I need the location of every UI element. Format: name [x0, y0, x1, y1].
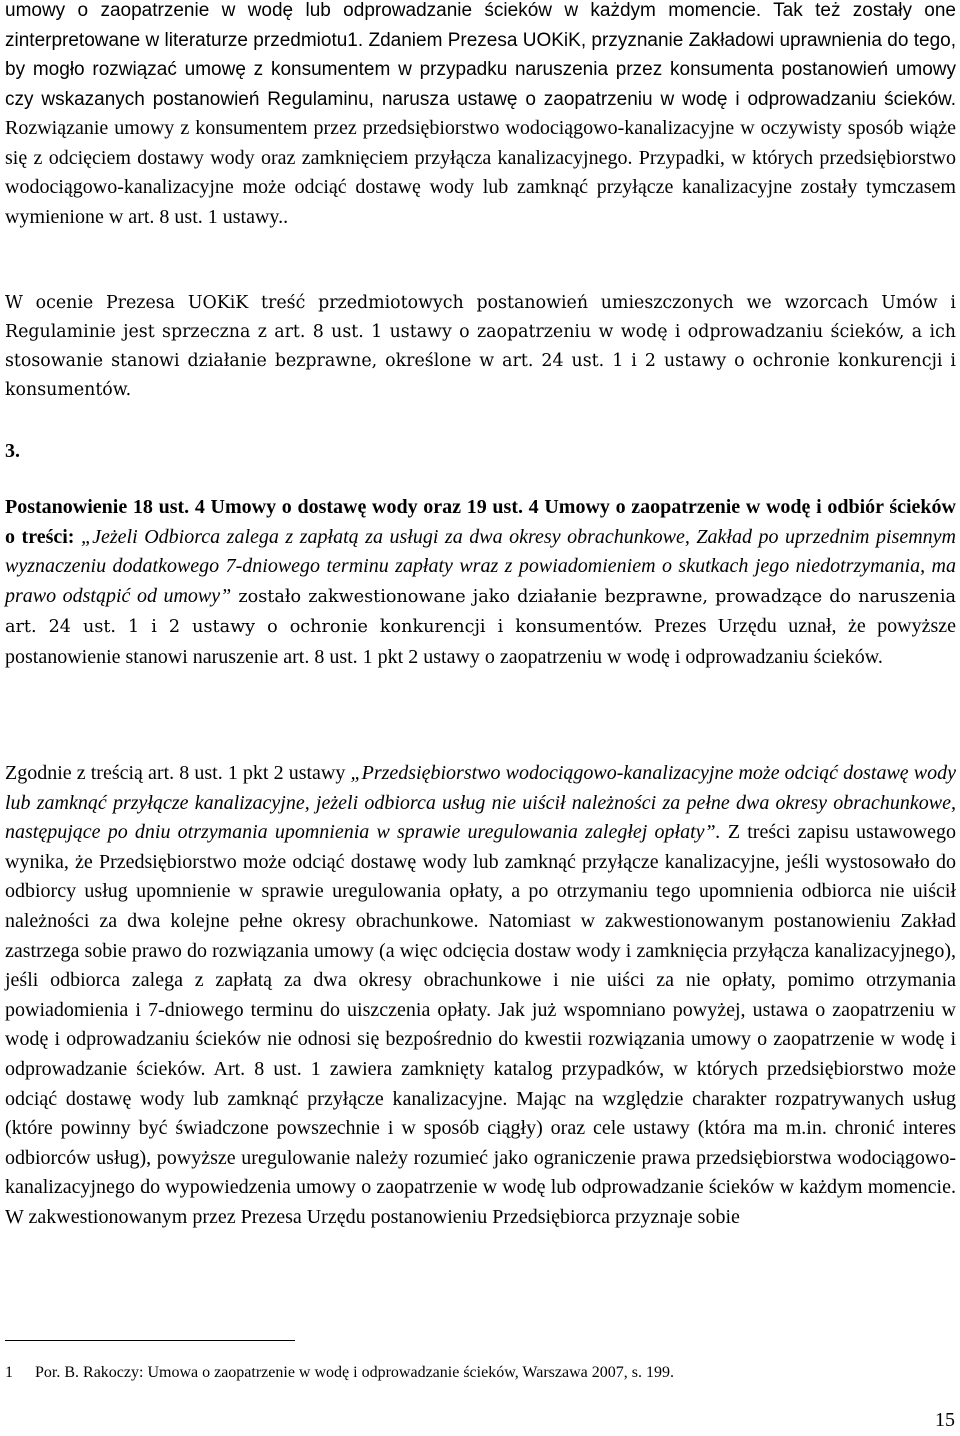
paragraph-1-part-3: Rozwiązanie umowy z konsumentem przez przedsiębiorstwo wodociągowo-kanalizacyjne w oczywisty sposób wiąże się z odcięciem dostawy wody oraz zamknięciem przyłącza kanalizacyjnego. Przypadki, w których przedsiębiorstwo wodociągowo-kanalizacyjne może odciąć dostawę wody lub zamknąć przyłącze kanalizacyjne zostały tymczasem wymienione w art. 8 ust. 1 ustawy..	[5, 117, 956, 228]
provision-lead: Postanowienie 18 ust. 4 Umowy o dostawę wody oraz 19 ust. 4 Umowy o zaopatrzenie w wodę i odbiór ścieków o treści:	[5, 496, 956, 548]
footnote-reference: 1	[347, 29, 358, 51]
paragraph-1-part-2: . Zdaniem Prezesa UOKiK, przyznanie Zakładowi uprawnienia do tego, by mogło rozwiązać umowę z konsumentem w przypadku naruszenia przez konsumenta postanowień umowy czy wskazanych postanowień Regulaminu, narusza ustawę o zaopatrzeniu w wodę i odprowadzaniu ścieków.	[5, 29, 956, 110]
section-number: 3.	[5, 440, 20, 462]
analysis-lead: Zgodnie z treścią art. 8 ust. 1 pkt 2 ustawy	[5, 762, 351, 784]
footnote-number: 1	[5, 1364, 13, 1381]
page-number: 15	[935, 1409, 955, 1431]
provision-quote: „Jeżeli Odbiorca zalega z zapłatą za usługi za dwa okresy obrachunkowe, Zakład po uprzednim pisemnym wyznaczeniu dodatkowego 7-dniowego terminu zapłaty wraz z powiadomieniem o skutkach jego niedotrzymania, ma prawo odstąpić od umowy”	[5, 525, 956, 607]
provision-tail-2: Prezes Urzędu uznał, że powyższe postanowienie stanowi naruszenie art. 8 ust. 1 pkt 2 ustawy o zaopatrzeniu w wodę i odprowadzaniu ścieków.	[5, 615, 956, 668]
provision-tail-1: zostało zakwestionowane jako działanie bezprawne, prowadzące do naruszenia art. 24 ust. 1 i 2 ustawy o ochronie konkurencji i konsumentów.	[5, 586, 956, 637]
footnote	[5, 1363, 674, 1383]
footnote-text: Por. B. Rakoczy: Umowa o zaopatrzenie w wodę i odprowadzanie ścieków, Warszawa 2007, s. 199.	[35, 1364, 674, 1381]
paragraph-continuation	[5, 0, 956, 232]
statute-quote: „Przedsiębiorstwo wodociągowo-kanalizacyjne może odciąć dostawę wody lub zamknąć przyłącze kanalizacyjne, jeżeli odbiorca usług nie uiścił należności za pełne dwa okresy obrachunkowe, następujące po dniu otrzymania upomnienia w sprawie uregulowania zaległej opłaty”.	[5, 762, 956, 844]
paragraph-provision	[5, 493, 956, 672]
paragraph-1-part-1: umowy o zaopatrzenie w wodę lub odprowadzanie ścieków w każdym momencie. Tak też zostały one zinterpretowane w literaturze przedmiotu	[5, 0, 956, 51]
paragraph-assessment: W ocenie Prezesa UOKiK treść przedmiotowych postanowień umieszczonych we wzorcach Umów i Regulaminie jest sprzeczna z art. 8 ust. 1 ustawy o zaopatrzeniu w wodę i odprowadzaniu ścieków, a ich stosowanie stanowi działanie bezprawne, określone w art. 24 ust. 1 i 2 ustawy o ochronie konkurencji i konsumentów.	[5, 293, 956, 400]
analysis-body: Z treści zapisu ustawowego wynika, że Przedsiębiorstwo może odciąć dostawę wody lub zamknąć przyłącze kanalizacyjne, jeśli wystosowało do odbiorcy usług upomnienie w sprawie uregulowania opłaty, a po otrzymaniu tego upomnienia odbiorca nie uiścił należności za dwa kolejne pełne okresy obrachunkowe. Natomiast w zakwestionowanym postanowieniu Zakład zastrzega sobie prawo do rozwiązania umowy (a więc odcięcia dostaw wody i zamknięcia przyłącza kanalizacyjnego), jeśli odbiorca zalega z zapłatą za dwa okresy obrachunkowe i nie uiści za nie opłaty, pomimo otrzymania powiadomienia i 7-dniowego terminu do uiszczenia opłaty. Jak już wspomniano powyżej, ustawa o zaopatrzeniu w wodę i odprowadzaniu ścieków nie odnosi się bezpośrednio do kwestii rozwiązania umowy o zaopatrzenie w wodę i odprowadzanie ścieków. Art. 8 ust. 1 zawiera zamknięty katalog przypadków, w których przedsiębiorstwo może odciąć dostawę wody lub zamknąć przyłącze kanalizacyjne. Mając na względzie charakter rozpatrywanych usług (które powinny być świadczone powszechnie i w sposób ciągły) oraz cele ustawy (która ma m.in. chronić interes odbiorców usług), powyższe uregulowanie należy rozumieć jako ograniczenie prawa przedsiębiorstwa wodociągowo-kanalizacyjnego do wypowiedzenia umowy o zaopatrzenie w wodę lub odprowadzanie ścieków w każdym momencie. W zakwestionowanym przez Prezesa Urzędu postanowieniu Przedsiębiorca przyznaje sobie	[5, 821, 956, 1228]
paragraph-analysis	[5, 759, 956, 1233]
footnote-divider	[5, 1340, 295, 1341]
